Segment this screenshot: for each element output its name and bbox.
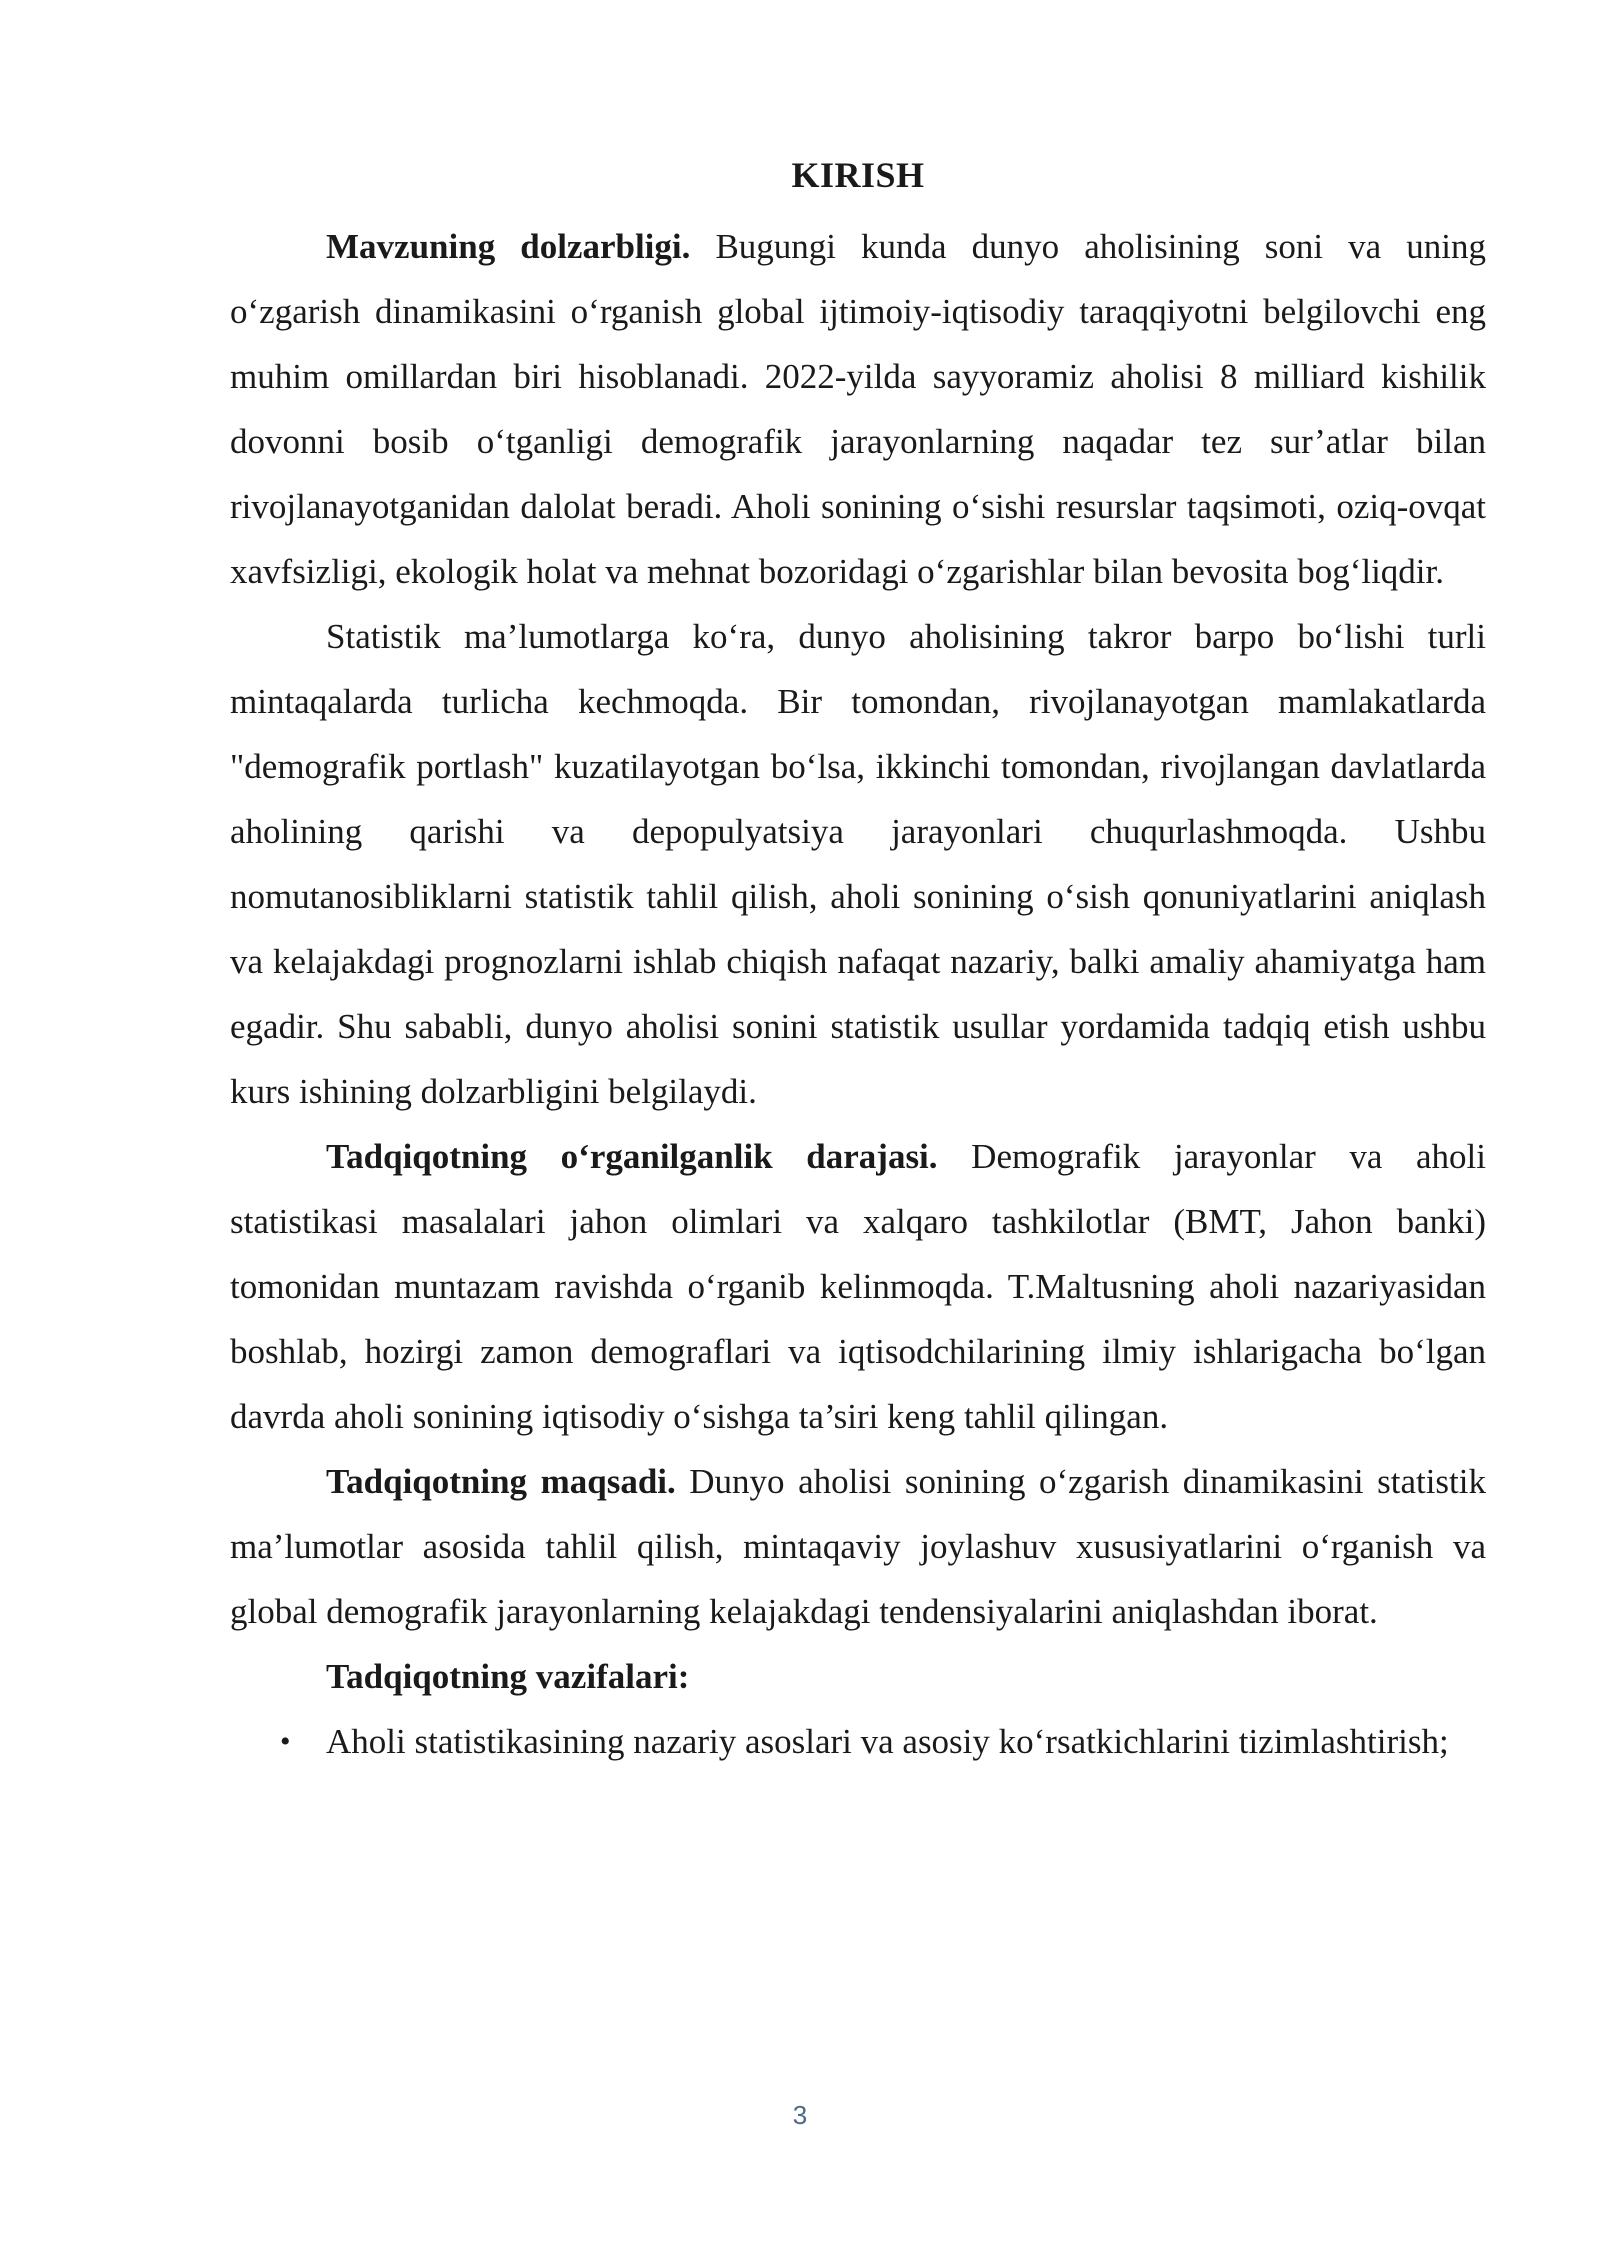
page-title: KIRISH [791, 155, 925, 195]
document-page [230, 150, 1486, 1774]
paragraph-text: Dunyo aholisi sonining o‘zgarish dinamikasini statistik ma’lumotlar asosida tahlil qilish, mintaqaviy joylashuv xususiyatlarini o‘rganish va global demografik jarayonlarning kelajakdagi tendensiyalarini aniqlashdan iborat. [230, 1462, 1486, 1631]
tasks-heading: Tadqiqotning vazifalari: [326, 1657, 690, 1696]
paragraph-study-degree [230, 1124, 1486, 1449]
paragraph-lead: Tadqiqotning maqsadi. [326, 1462, 676, 1501]
paragraph-text: Demografik jarayonlar va aholi statistikasi masalalari jahon olimlari va xalqaro tashkilotlar (BMT, Jahon banki) tomonidan muntazam ravishda o‘rganib kelinmoqda. T.Maltusning aholi nazariyasidan boshlab, hozirgi zamon demograflari va iqtisodchilarining ilmiy ishlarigacha bo‘lgan davrda aholi sonining iqtisodiy o‘sishga ta’siri keng tahlil qilingan. [230, 1137, 1487, 1436]
page-number: 3 [792, 2100, 808, 2130]
paragraph-lead: Tadqiqotning o‘rganilganlik darajasi. [326, 1137, 938, 1176]
paragraph-text: Statistik ma’lumotlarga ko‘ra, dunyo aholisining takror barpo bo‘lishi turli mintaqalarda turlicha kechmoqda. Bir tomondan, rivojlanayotgan mamlakatlarda "demografik portlash" kuzatilayotgan bo‘lsa, ikkinchi tomondan, rivojlangan davlatlarda aholining qarishi va depopulyatsiya jarayonlari chuqurlashmoqda. Ushbu nomutanosibliklarni statistik tahlil qilish, aholi sonining o‘sish qonuniyatlarini aniqlash va kelajakdagi prognozlarni ishlab chiqish nafaqat nazariy, balki amaliy ahamiyatga ham egadir. Shu sababli, dunyo aholisi sonini statistik usullar yordamida tadqiq etish ushbu kurs ishining dolzarbligini belgilaydi. [230, 617, 1486, 1111]
paragraph-statistics [230, 604, 1486, 1124]
bullet-icon: • [280, 1725, 291, 1758]
paragraph-lead: Mavzuning dolzarbligi. [326, 227, 691, 266]
list-item [230, 1709, 1486, 1774]
tasks-list [230, 1709, 1486, 1774]
paragraph-text: Bugungi kunda dunyo aholisining soni va uning o‘zgarish dinamikasini o‘rganish global ijtimoiy-iqtisodiy taraqqiyotni belgilovchi eng muhim omillardan biri hisoblanadi. 2022-yilda sayyoramiz aholisi 8 milliard kishilik dovonni bosib o‘tganligi demografik jarayonlarning naqadar tez sur’atlar bilan rivojlanayotganidan dalolat beradi. Aholi sonining o‘sishi resurslar taqsimoti, oziq-ovqat xavfsizligi, ekologik holat va mehnat bozoridagi o‘zgarishlar bilan bevosita bog‘liqdir. [230, 227, 1486, 591]
task-text: Aholi statistikasining nazariy asoslari va asosiy ko‘rsatkichlarini tizimlashtirish; [326, 1722, 1449, 1761]
paragraph-goal [230, 1449, 1486, 1644]
paragraph-relevance [230, 214, 1486, 604]
